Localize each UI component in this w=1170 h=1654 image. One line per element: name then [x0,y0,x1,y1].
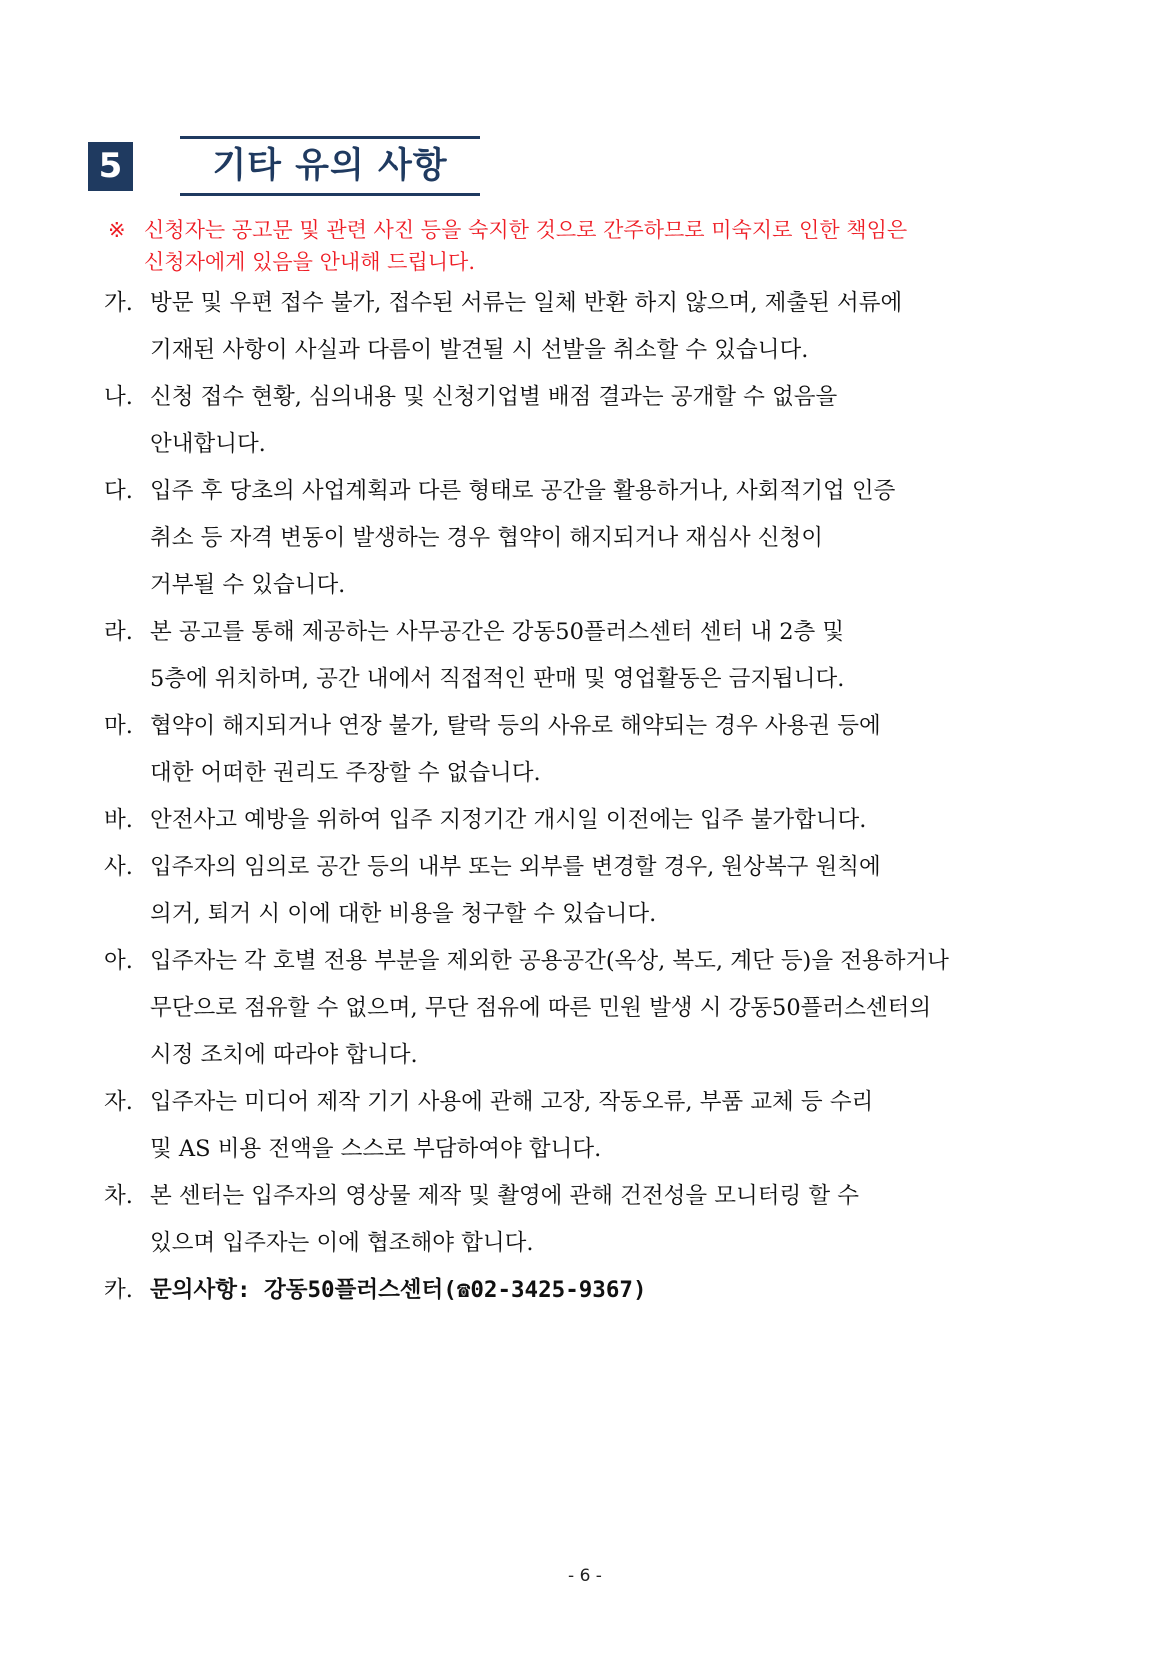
item-line: 대한 어떠한 권리도 주장할 수 없습니다. [150,760,541,786]
item-label: 다. [104,478,133,504]
item-line: 안내합니다. [150,431,266,457]
item-label: 아. [104,948,133,974]
list-item [104,1173,1094,1267]
list-item [104,468,1094,609]
item-label: 바. [104,807,133,833]
section-title: 기타 유의 사항 [212,146,448,186]
list-item [104,797,1094,844]
item-line: 본 공고를 통해 제공하는 사무공간은 강동50플러스센터 센터 내 2층 및 [150,619,845,645]
item-line: 시정 조치에 따라야 합니다. [150,1042,418,1068]
item-line: 무단으로 점유할 수 없으며, 무단 점유에 따른 민원 발생 시 강동50플러스센터의 [150,995,932,1021]
contact-prefix: 문의사항: 강동50플러스센터( [150,1277,457,1303]
item-line: 안전사고 예방을 위하여 입주 지정기간 개시일 이전에는 입주 불가합니다. [150,807,867,833]
item-label: 차. [104,1183,133,1209]
item-line: 입주자는 각 호별 전용 부분을 제외한 공용공간(옥상, 복도, 계단 등)을 전용하거나 [150,948,949,974]
contact-suffix: ) [632,1277,647,1303]
contact-line [150,1267,1094,1314]
list-item [104,280,1094,374]
item-line: 및 AS 비용 전액을 스스로 부담하여야 합니다. [150,1136,602,1162]
notice [108,214,1088,278]
item-label: 자. [104,1089,133,1115]
reference-mark-icon: ※ [108,218,126,242]
item-line: 입주 후 당초의 사업계획과 다른 형태로 공간을 활용하거나, 사회적기업 인증 [150,478,896,504]
item-line: 본 센터는 입주자의 영상물 제작 및 촬영에 관해 건전성을 모니터링 할 수 [150,1183,859,1209]
notes-list [104,280,1094,1314]
item-line: 방문 및 우편 접수 불가, 접수된 서류는 일체 반환 하지 않으며, 제출된 서류에 [150,290,903,316]
notice-line-1 [108,214,1088,246]
item-line: 신청 접수 현황, 심의내용 및 신청기업별 배점 결과는 공개할 수 없음을 [150,384,838,410]
notice-line-2: 신청자에게 있음을 안내해 드립니다. [144,250,475,274]
section-number-badge: 5 [88,142,133,191]
item-line: 거부될 수 있습니다. [150,572,346,598]
item-line: 입주자의 임의로 공간 등의 내부 또는 외부를 변경할 경우, 원상복구 원칙에 [150,854,881,880]
item-line: 입주자는 미디어 제작 기기 사용에 관해 고장, 작동오류, 부품 교체 등 수리 [150,1089,874,1115]
list-item [104,938,1094,1079]
list-item [104,844,1094,938]
item-line: 5층에 위치하며, 공간 내에서 직접적인 판매 및 영업활동은 금지됩니다. [150,666,845,692]
item-line: 협약이 해지되거나 연장 불가, 탈락 등의 사유로 해약되는 경우 사용권 등에 [150,713,881,739]
list-item [104,609,1094,703]
contact-item [104,1267,1094,1314]
item-label: 사. [104,854,133,880]
item-label: 마. [104,713,133,739]
phone-icon: ☎ [456,1277,471,1303]
item-line: 있으며 입주자는 이에 협조해야 합니다. [150,1230,534,1256]
list-item [104,703,1094,797]
item-label: 가. [104,290,133,316]
item-line: 취소 등 자격 변동이 발생하는 경우 협약이 해지되거나 재심사 신청이 [150,525,823,551]
notice-text: 신청자는 공고문 및 관련 사진 등을 숙지한 것으로 간주하므로 미숙지로 인한 책임은 [144,218,908,242]
list-item [104,1079,1094,1173]
page-number: - 6 - [568,1566,602,1586]
item-line: 의거, 퇴거 시 이에 대한 비용을 청구할 수 있습니다. [150,901,657,927]
item-label: 나. [104,384,133,410]
item-line: 기재된 사항이 사실과 다름이 발견될 시 선발을 취소할 수 있습니다. [150,337,809,363]
list-item [104,374,1094,468]
item-label: 카. [104,1277,133,1303]
section-title-box [180,136,480,196]
item-label: 라. [104,619,133,645]
phone-number: 02-3425-9367 [470,1277,633,1303]
